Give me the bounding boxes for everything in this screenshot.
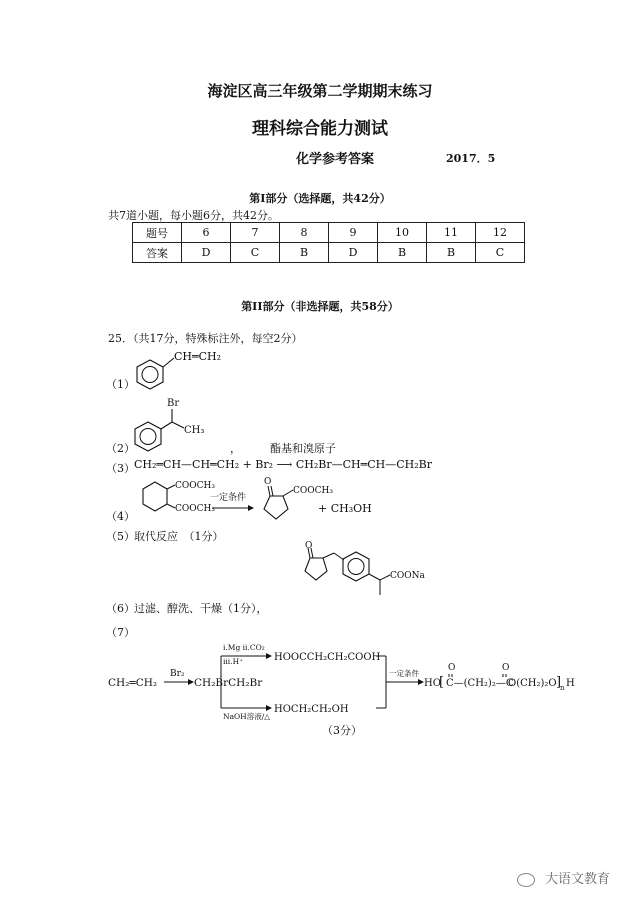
- table-cell: 6: [182, 223, 231, 243]
- part1-heading: 第I部分（选择题，共42分）: [249, 192, 391, 205]
- polymer-diol-unit: O(CH₂)₂O: [508, 678, 557, 689]
- answer-5-text: 取代反应 （1分）: [134, 530, 224, 543]
- table-cell: B: [427, 243, 476, 263]
- answer-4-condition: 一定条件: [210, 493, 247, 503]
- synthesis-route: [108, 640, 588, 730]
- table-row: [133, 243, 525, 263]
- answer-4-label: （4）: [106, 510, 135, 523]
- row-label-answer: 答案: [133, 243, 182, 263]
- ethylene-text: CH₂═CH₂: [108, 677, 158, 689]
- bromoethylbenzene-structure: [130, 396, 240, 456]
- answer-7-score: （3分）: [322, 724, 362, 737]
- table-cell: 11: [427, 223, 476, 243]
- answer-2-separator: ，: [230, 442, 241, 455]
- bromine-reagent: Br₂: [170, 669, 185, 679]
- polymer-h: H: [566, 678, 575, 689]
- styrene-vinyl-text: CH═CH₂: [174, 350, 222, 363]
- table-cell: B: [280, 243, 329, 263]
- hydrolysis-condition: NaOH溶液/△: [223, 712, 271, 721]
- loxoprofen-structure: [292, 540, 472, 610]
- watermark-text: 大语文教育: [544, 872, 610, 887]
- watermark: [517, 868, 610, 887]
- polymer-backbone: C—(CH₂)₂—C: [446, 678, 514, 689]
- document-date: 2017．5: [446, 152, 496, 165]
- wechat-icon: [517, 873, 535, 887]
- table-row: [133, 223, 525, 243]
- polymer-ho: HO: [424, 678, 441, 689]
- svg-text:]: ]: [556, 675, 562, 690]
- answer-4-reaction: [140, 474, 400, 534]
- ester-group-3: COOCH₃: [293, 486, 333, 496]
- table-cell: C: [231, 243, 280, 263]
- answer-3-label: （3）: [106, 462, 135, 475]
- ketone-oxygen: O: [264, 477, 272, 487]
- page-title: 海淀区高三年级第二学期期末练习: [207, 82, 433, 100]
- answer-5-label: （5）: [106, 530, 135, 543]
- question-25-header: 25．（共17分，特殊标注外，每空2分）: [108, 332, 303, 345]
- succinic-acid-text: HOOCCH₂CH₂COOH: [274, 652, 381, 663]
- ester-group-2: COOCH₃: [175, 504, 215, 514]
- acid-condition: iii.H⁺: [223, 657, 244, 666]
- carbonyl-oxygen-1: O: [448, 663, 456, 673]
- answer-7-label: （7）: [106, 626, 135, 639]
- svg-text:[: [: [439, 675, 445, 690]
- ester-group-1: COOCH₃: [175, 481, 215, 491]
- loxoprofen-ketone-oxygen: O: [305, 541, 313, 551]
- table-cell: 10: [378, 223, 427, 243]
- answer-3-equation: CH₂═CH—CH═CH₂ + Br₂ ⟶ CH₂Br—CH═CH—CH₂Br: [134, 458, 432, 471]
- polymer-n: n: [560, 684, 565, 692]
- methyl-label: CH₃: [184, 425, 205, 436]
- answer-2-functional-groups: 酯基和溴原子: [270, 442, 336, 455]
- table-cell: D: [329, 243, 378, 263]
- answer-4-byproduct: + CH₃OH: [318, 502, 372, 515]
- table-cell: C: [476, 243, 525, 263]
- bromo-label: Br: [167, 398, 180, 409]
- ethylene-glycol-text: HOCH₂CH₂OH: [274, 704, 349, 715]
- table-cell: D: [182, 243, 231, 263]
- table-cell: B: [378, 243, 427, 263]
- carboxylate-label: COONa: [390, 571, 425, 581]
- table-cell: 9: [329, 223, 378, 243]
- grignard-condition: i.Mg ii.CO₂: [223, 643, 265, 652]
- row-label-number: 题号: [133, 223, 182, 243]
- table-cell: 12: [476, 223, 525, 243]
- answer-table: [132, 222, 525, 263]
- answer-2-label: （2）: [106, 442, 135, 455]
- part2-heading: 第II部分（非选择题，共58分）: [241, 300, 399, 313]
- answer-6-text: 过滤、醇洗、干燥（1分），: [134, 602, 268, 615]
- document-name: 化学参考答案: [296, 152, 375, 167]
- part1-note: 共7道小题，每小题6分，共42分。: [108, 209, 279, 222]
- styrene-structure: [130, 344, 280, 394]
- carbonyl-oxygen-2: O: [502, 663, 510, 673]
- table-cell: 8: [280, 223, 329, 243]
- polymerization-condition: 一定条件: [389, 669, 419, 678]
- dibromoethane-text: CH₂BrCH₂Br: [194, 677, 263, 689]
- answer-6-label: （6）: [106, 602, 135, 615]
- table-cell: 7: [231, 223, 280, 243]
- answer-1-label: （1）: [106, 378, 135, 391]
- page-subtitle: 理科综合能力测试: [252, 119, 388, 139]
